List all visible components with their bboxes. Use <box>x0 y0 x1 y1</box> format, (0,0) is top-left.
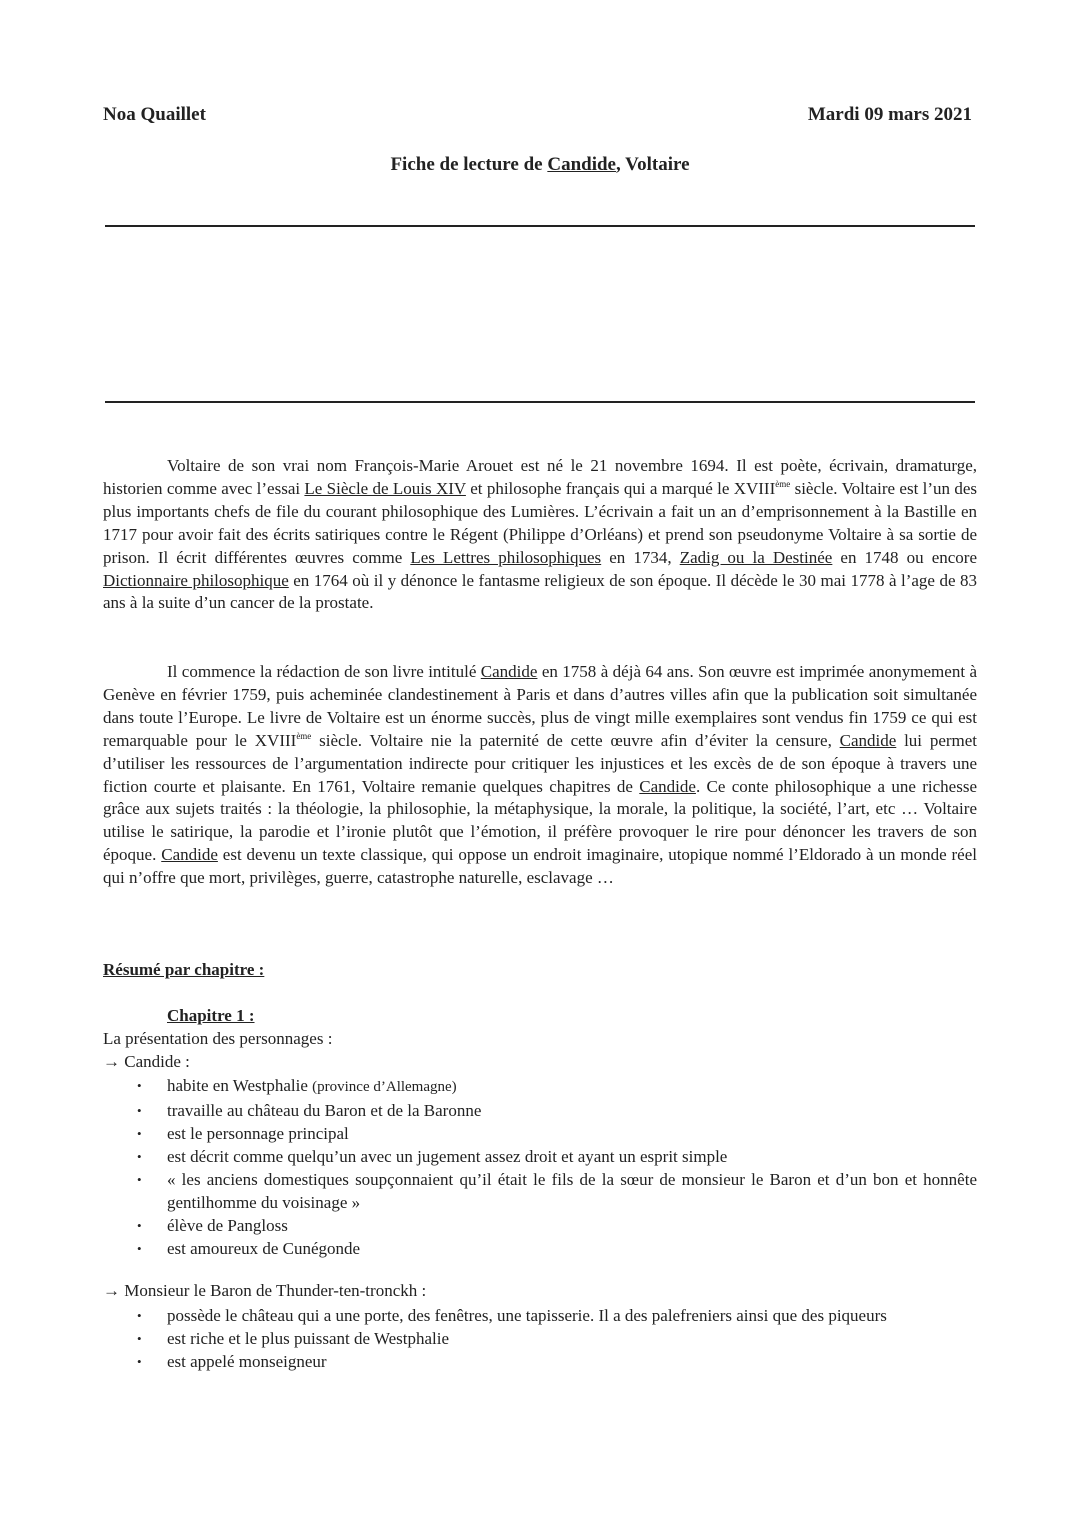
author-name: Noa Quaillet <box>103 104 206 125</box>
document-title <box>0 154 1080 176</box>
work-title: Candide <box>480 662 538 681</box>
list-item: • est appelé monseigneur <box>103 1350 977 1373</box>
bottom-rule <box>105 401 975 403</box>
work-title: Candide <box>161 845 218 865</box>
text-run: Voltaire de son vrai nom François-Marie Arouet est né le 21 novembre 1694. Il est poète, écrivain, dramaturge, historien comme avec l’essai <box>103 456 977 498</box>
list-item-note: (province d’Allemagne) <box>312 1079 457 1095</box>
superscript: ème <box>775 478 791 489</box>
text-run: en 1758 à déjà 64 ans. Son œuvre est imprimée anonymement à Genève en février 1759, puis acheminée clandestinement à Paris et dans d’autres villes afin que la publication soit simultanée dans toute l’Europe. Le livre de Voltaire est un énorme succès, plus de vingt mille exemplaires sont vendus fin 1759 ce qui est remarquable pour le XVIII <box>103 662 977 750</box>
title-work: Candide <box>547 154 616 175</box>
list-item: • possède le château qui a une porte, des fenêtres, une tapisserie. Il a des palefreniers ainsi que des piqueurs <box>103 1304 977 1327</box>
title-prefix: Fiche de lecture de <box>390 154 548 175</box>
text-run: et philosophe français qui a marqué le XVIII <box>465 478 776 498</box>
section-heading: Résumé par chapitre : <box>103 960 265 979</box>
list-item: • est le personnage principal <box>103 1122 977 1145</box>
work-title: Le Siècle de Louis XIV <box>304 478 466 498</box>
list-item: • « les anciens domestiques soupçonnaient qu’il était le fils de la sœur de monsieur le Baron et d’un bon et honnête gentilhomme du voisinage » <box>103 1168 977 1214</box>
list-item-text: habite en Westphalie <box>167 1076 313 1095</box>
list-item: • travaille au château du Baron et de la Baronne <box>103 1099 977 1122</box>
list-item: • élève de Pangloss <box>103 1214 977 1237</box>
text-run: en 1734, <box>601 547 680 567</box>
text-run: siècle. Voltaire nie la paternité de cette œuvre afin d’éviter la censure, <box>311 730 840 750</box>
superscript: ème <box>296 730 312 741</box>
character-baron: → Monsieur le Baron de Thunder-ten-tronckh : <box>103 1281 427 1300</box>
title-suffix: , Voltaire <box>615 154 690 175</box>
work-title: Dictionnaire philosophique <box>103 570 289 590</box>
top-rule <box>105 225 975 227</box>
list-item: • est amoureux de Cunégonde <box>103 1237 977 1260</box>
chapter-heading: Chapitre 1 : <box>167 1006 255 1025</box>
text-run: est devenu un texte classique, qui oppose un endroit imaginaire, utopique nommé l’Eldorado à un monde réel qui n’offre que mort, privilèges, guerre, catastrophe naturelle, esclavage … <box>103 845 977 888</box>
text-run: . Ce conte philosophique a une richesse grâce aux sujets traités : la théologie, la philosophie, la métaphysique, la morale, la politique, la société, l’art, etc … Voltaire utilise le satirique, la parodie et l’ironie plutôt que l’émotion, il préfère provoquer le rire pour dénoncer les travers de son époque. <box>103 776 978 865</box>
work-title: Les Lettres philosophiques <box>410 547 602 567</box>
text-run: siècle. Voltaire est l’un des plus importants chefs de file du courant philosophique des Lumières. L’écrivain a fait un an d’emprisonnement à la Bastille en 1717 pour avoir fait des écrits satiriques contre le Régent (Philippe d’Orléans) et prend son pseudonyme Voltaire à sa sortie de prison. Il écrit différentes œuvres comme <box>103 478 977 567</box>
work-title: Candide <box>639 776 696 796</box>
text-run: en 1764 où il y dénonce le fantasme religieux de son époque. Il décède le 30 mai 1778 à l’age de 83 ans à la suite d’un cancer de la prostate. <box>103 570 977 613</box>
paragraph-candide <box>103 661 977 890</box>
text-run: Il commence la rédaction de son livre intitulé <box>167 662 481 681</box>
work-title: Candide <box>839 730 897 750</box>
work-title: Zadig ou la Destinée <box>679 547 833 567</box>
paragraph-biography <box>103 455 977 615</box>
list-item: • est décrit comme quelqu’un avec un jugement assez droit et ayant un esprit simple <box>103 1145 977 1168</box>
candide-traits-list <box>103 1074 977 1260</box>
characters-intro: La présentation des personnages : <box>103 1029 333 1048</box>
text-run: en 1748 ou encore <box>832 547 977 567</box>
list-item: • est riche et le plus puissant de Westphalie <box>103 1327 977 1350</box>
character-candide: → Candide : <box>103 1052 190 1071</box>
list-item <box>103 1074 977 1099</box>
document-date: Mardi 09 mars 2021 <box>807 104 972 125</box>
baron-traits-list <box>103 1304 977 1373</box>
text-run: lui permet d’utiliser les ressources de l’argumentation indirecte pour critiquer les injustices et les excès de de son époque à travers une fiction courte et plaisante. En 1761, Voltaire remanie quelques chapitres de <box>103 730 978 796</box>
